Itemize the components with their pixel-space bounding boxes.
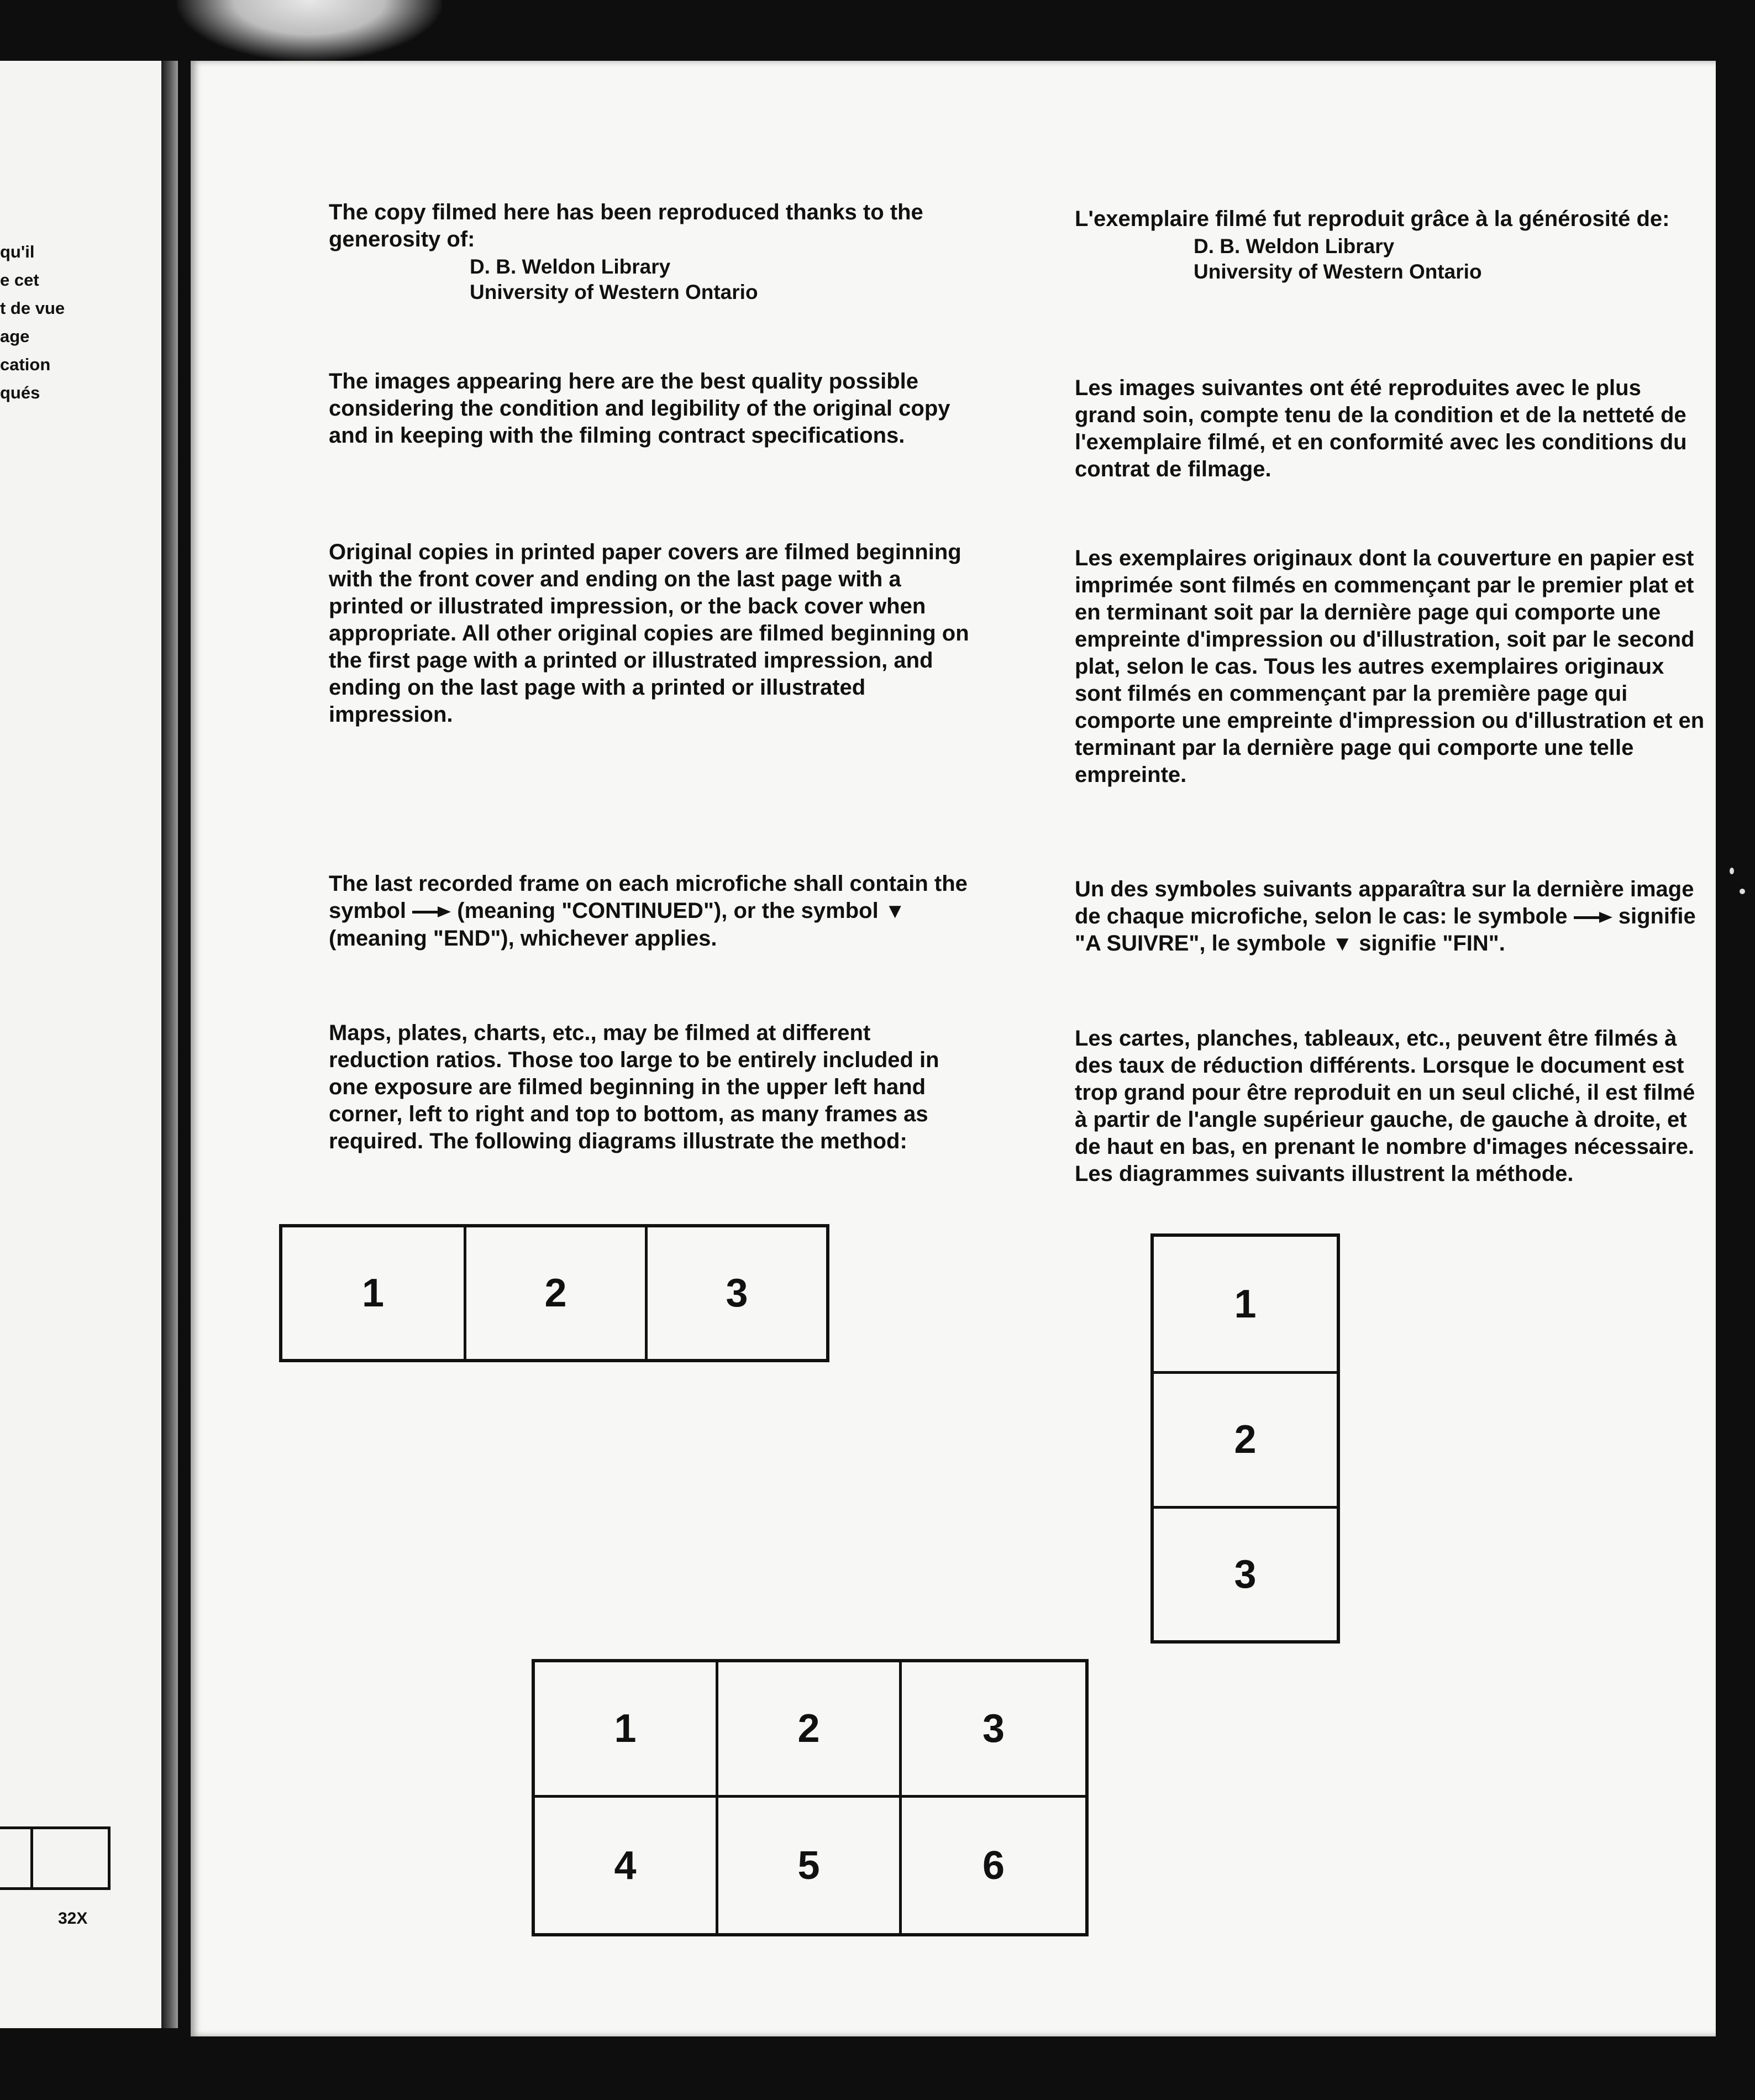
french-originals-paragraph: Les exemplaires originaux dont la couverture en papier est imprimée sont filmés en commençant par le premier plat et en terminant soit par la dernière page qui comporte une empreinte d'impression ou d'illustration, soit par le second plat, selon le cas. Tous les autres exemplaires originaux sont filmés en commençant par la première page qui comporte une empreinte d'impression ou d'illustration et en terminant par la dernière page qui comporte une telle empreinte. [1075, 546, 1705, 787]
grid-frames-diagram [532, 1659, 1089, 1936]
frame-cell: 1 [361, 1271, 385, 1315]
french-quality-paragraph: Les images suivantes ont été reproduites avec le plus grand soin, compte tenu de la condition et de la netteté de l'exemplaire filmé, et en conformité avec les conditions du contrat de filmage. [1075, 376, 1687, 481]
film-edge-smudge [177, 0, 442, 61]
english-maps-paragraph: Maps, plates, charts, etc., may be filmed at different reduction ratios. Those too large to be entirely included in one exposure are filmed beginning in the upper left hand corner, left to right and top to bottom, as many frames as required. The following diagrams illustrate the method: [329, 1021, 939, 1153]
english-quality-paragraph: The images appearing here are the best quality possible considering the condition and legibility of the original copy and in keeping with the filming contract specifications. [329, 369, 950, 448]
film-right-edge [1716, 61, 1755, 2036]
end-triangle-icon: ▼ [1332, 932, 1353, 956]
frame-cell: 3 [645, 1227, 826, 1359]
diagram-divider [30, 1829, 33, 1887]
french-symbol-text-b: signifie "A SUIVRE", le symbole [1075, 904, 1696, 956]
frame-cell: 3 [1154, 1506, 1337, 1640]
frame-cell: 4 [535, 1798, 718, 1933]
english-library-block [329, 254, 970, 305]
frame-cell: 2 [464, 1227, 645, 1359]
page-binding-shadow [161, 61, 178, 2028]
english-symbol-text-c: (meaning "END"), whichever applies. [329, 926, 717, 951]
vertical-frames-diagram [1150, 1233, 1340, 1644]
english-symbol-text-b: (meaning "CONTINUED"), or the symbol [457, 899, 879, 923]
french-maps-paragraph: Les cartes, planches, tableaux, etc., peuvent être filmés à des taux de réduction différents. Lorsque le document est trop grand pour être reproduit en un seul cliché, il est filmé à partir de l'angle supérieur gauche, de gauche à droite, et de haut en bas, en prenant le nombre d'images nécessaire. Les diagrammes suivants illustrent la méthode. [1075, 1026, 1695, 1186]
horizontal-frames-diagram [279, 1224, 829, 1362]
fragment-line: t de vue [0, 298, 65, 318]
previous-page-strip [0, 61, 166, 2028]
fragment-line: qu'il [0, 242, 35, 261]
end-triangle-icon: ▼ [884, 900, 906, 923]
french-symbol-text-c: signifie "FIN". [1359, 931, 1505, 956]
fragment-line: qués [0, 383, 40, 402]
french-thanks-intro: L'exemplaire filmé fut reproduit grâce à la générosité de: [1075, 207, 1670, 231]
fragment-line: e cet [0, 270, 39, 290]
previous-page-text-fragments [0, 238, 65, 407]
frame-cell: 2 [1154, 1371, 1337, 1505]
frame-cell: 3 [902, 1662, 1085, 1798]
filming-notice-page [191, 61, 1716, 2036]
french-symbol-paragraph [1075, 876, 1705, 958]
french-symbol-text-a: Un des symboles suivants apparaîtra sur la dernière image de chaque microfiche, selon le cas: le symbole [1075, 877, 1694, 928]
english-originals-paragraph: Original copies in printed paper covers are filmed beginning with the front cover and ending on the last page with a printed or illustrated impression, or the back cover when appropriate. All other original copies are filmed beginning on the first page with a printed or illustrated impression, and ending on the last page with a printed or illustrated impression. [329, 540, 969, 727]
frame-cell: 6 [982, 1843, 1005, 1888]
english-thanks-block [329, 199, 970, 305]
previous-page-diagram-fragment [0, 1826, 111, 1890]
english-library-institution: University of Western Ontario [470, 281, 758, 303]
film-dust-speck [1730, 868, 1734, 874]
reduction-scale-label: 32X [58, 1909, 88, 1928]
french-library-institution: University of Western Ontario [1194, 260, 1482, 283]
frame-cell: 1 [1234, 1282, 1257, 1326]
frame-cell: 2 [718, 1662, 902, 1798]
english-symbol-paragraph [329, 870, 970, 952]
fragment-line: cation [0, 355, 51, 374]
english-symbol-text-a: The last recorded frame on each microfiche shall contain the symbol [329, 872, 968, 923]
english-library-name: D. B. Weldon Library [470, 255, 671, 278]
french-library-block [1075, 234, 1705, 285]
continued-arrow-icon [1574, 914, 1612, 921]
french-library-name: D. B. Weldon Library [1194, 235, 1395, 258]
frame-cell: 1 [535, 1662, 718, 1798]
frame-cell: 5 [718, 1798, 902, 1933]
film-dust-speck [1740, 889, 1745, 894]
french-thanks-block [1075, 206, 1705, 285]
continued-arrow-icon [412, 908, 451, 916]
english-thanks-intro: The copy filmed here has been reproduced thanks to the generosity of: [329, 200, 923, 251]
fragment-line: age [0, 327, 30, 346]
